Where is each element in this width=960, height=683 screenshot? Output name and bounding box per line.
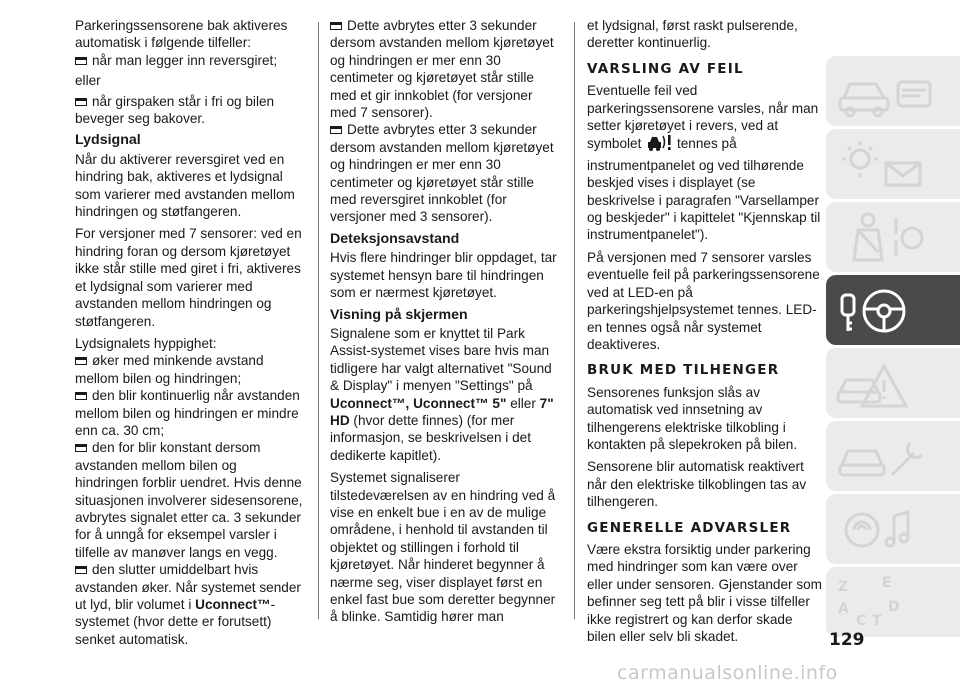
maintenance-wrench-icon <box>832 425 952 487</box>
paragraph: Lydsignalets hyppighet: <box>75 335 217 351</box>
svg-text:T: T <box>872 613 882 629</box>
svg-text:D: D <box>888 599 900 615</box>
paragraph: Hvis flere hindringer blir oppdaget, tar systemet hensyn bare til hindringen som er nærmest kjøretøyet. <box>330 250 557 301</box>
warning-lights-icon <box>832 133 952 195</box>
svg-text:Z: Z <box>838 579 849 595</box>
paragraph: Når du aktiverer reversgiret ved en hindring bak, aktiveres et lydsignal som varierer med avstanden mellom hindringen og støtfangeren. <box>75 151 295 220</box>
chapter-tabs <box>826 56 960 640</box>
column-3 <box>587 17 822 650</box>
steering-wheel-key-icon <box>832 279 952 341</box>
seatbelt-airbag-icon <box>832 206 952 268</box>
svg-text:C: C <box>856 613 867 629</box>
paragraph: På versjonen med 7 sensorer varsles eventuelle feil på parkeringssensorene ved at LED-en på parkeringshjelpsystemet tennes. LED-en tennes også når systemet deaktiveres. <box>587 249 820 352</box>
svg-text:E: E <box>882 575 892 591</box>
tab-maintenance[interactable] <box>826 421 960 491</box>
section-heading-generelle-advarsler: GENERELLE ADVARSLER <box>587 519 792 536</box>
bullet-icon <box>75 392 87 400</box>
paragraph: et lydsignal, først raskt pulserende, deretter kontinuerlig. <box>587 18 798 51</box>
bullet-icon <box>330 126 342 134</box>
tab-accident-warning[interactable] <box>826 348 960 418</box>
bullet-icon <box>75 444 87 452</box>
bullet-icon <box>330 22 342 30</box>
bullet-icon <box>75 98 87 106</box>
paragraph: Sensorenes funksjon slås av automatisk ved innsetning av tilhengerens elektriske tilkobling i kontakten på slepekroken på bilen. <box>587 384 798 452</box>
column-2 <box>330 17 562 631</box>
bullet-item: den slutter umiddelbart hvis avstanden øker. Når systemet sender ut lyd, blir volumet i Uconnect™-systemet (hvor dette er forutsett) senket automatisk. <box>75 562 301 647</box>
bullet-icon <box>75 357 87 365</box>
column-1 <box>75 17 303 648</box>
tab-multimedia[interactable] <box>826 494 960 564</box>
bullet-icon <box>75 566 87 574</box>
paragraph: eller <box>75 73 101 89</box>
bullet-item: når man legger inn reversgiret; <box>75 52 303 69</box>
accident-warning-icon <box>832 352 952 414</box>
bullet-item: når girspaken står i fri og bilen beveger seg bakover. <box>75 93 275 127</box>
paragraph: Systemet signaliserer tilstedeværelsen av en hindring ved å vise en enkelt bue i en av de mulige områdene, i henhold til avstanden til objektet og stillingen i forhold til kjøretøyet. Når hinderet begynner å nærme seg, viser displayet først en enkel fast bue som deretter begynner å blinke. Samtidig hører man <box>330 470 556 625</box>
watermark: carmanualsonline.info <box>617 662 838 683</box>
paragraph: Eventuelle feil ved parkeringssensorene varsles, når man setter kjøretøyet i revers, ved at symbolet tennes på instrumentpanelet og ved tilhørende beskjed vises i displayet (se beskrivelse i paragrafen "Varsellamper og beskjeder" i kapittelet "Kjennskap til instrumentpanelet"). <box>587 83 821 243</box>
car-dashboard-icon <box>832 60 952 122</box>
paragraph: Være ekstra forsiktig under parkering med hindringer som kan være over eller under sensoren. Gjenstander som befinner seg tett på blir i visse tilfeller ikke registrert og kan derfor skade bilen eller selv bli skadet. <box>587 541 822 644</box>
paragraph: Sensorene blir automatisk reaktivert når den elektriske tilkoblingen tas av tilhengeren. <box>587 459 807 510</box>
tab-warning-lights[interactable] <box>826 129 960 199</box>
section-heading-lydsignal: Lydsignal <box>75 132 141 149</box>
section-heading-varsling: VARSLING AV FEIL <box>587 60 744 77</box>
section-heading-bruk-med-tilhenger: BRUK MED TILHENGER <box>587 362 780 379</box>
section-heading-visning: Visning på skjermen <box>330 306 468 323</box>
bullet-item: Dette avbrytes etter 3 sekunder dersom avstanden mellom kjøretøyet og hindringen er mer enn 30 centimeter og kjøretøyet står stille med et gir innkoblet (for versjoner med 7 sensorer). <box>330 18 554 121</box>
parking-sensor-failure-icon <box>647 134 673 156</box>
svg-text:A: A <box>838 601 849 617</box>
paragraph: Signalene som er knyttet til Park Assist-systemet vises bare hvis man tidligere har valgt alternativet "Sound & Display" i menyen "Settings" på Uconnect™, Uconnect™ 5" eller 7" HD (hvor dette finnes) (for mer informasjon, se beskrivelsen i det dedikerte kapitlet). <box>330 325 554 463</box>
column-divider <box>574 22 575 619</box>
tab-car-dashboard[interactable] <box>826 56 960 126</box>
multimedia-icon <box>832 498 952 560</box>
section-heading-deteksjonsavstand: Deteksjonsavstand <box>330 230 460 247</box>
paragraph: For versjoner med 7 sensorer: ved en hindring foran og dersom kjøretøyet ikke står stille med giret i fri, aktiveres et lydsignal som varierer med avstanden mellom hindringen og støtfangeren. <box>75 226 302 329</box>
column-divider <box>318 22 319 619</box>
page-number: 129 <box>829 630 865 650</box>
bullet-item: den for blir konstant dersom avstanden mellom bilen og hindringen forblir uendret. Hvis denne situasjonen involverer sidesensorene, avbrytes signalet etter ca. 3 sekunder for å unngå for eksempel varsler i tilfelle av manøver langs en vegg. <box>75 440 303 560</box>
bullet-icon <box>75 57 87 65</box>
bullet-item: den blir kontinuerlig når avstanden mellom bilen og hindringen er mindre enn ca. 30 cm; <box>75 388 300 438</box>
bullet-item: øker med minkende avstand mellom bilen og hindringen; <box>75 353 264 386</box>
index-letters-icon <box>832 571 952 633</box>
paragraph: Parkeringssensorene bak aktiveres automatisk i følgende tilfeller: <box>75 18 288 51</box>
bullet-item: Dette avbrytes etter 3 sekunder dersom avstanden mellom kjøretøyet og hindringen er mer enn 30 centimeter og kjøretøyet står stille med reversgiret innkoblet (for versjoner med 3 sensorer). <box>330 122 554 225</box>
tab-index[interactable] <box>826 567 960 637</box>
tab-steering-wheel-key[interactable] <box>826 275 960 345</box>
tab-seatbelt-airbag[interactable] <box>826 202 960 272</box>
